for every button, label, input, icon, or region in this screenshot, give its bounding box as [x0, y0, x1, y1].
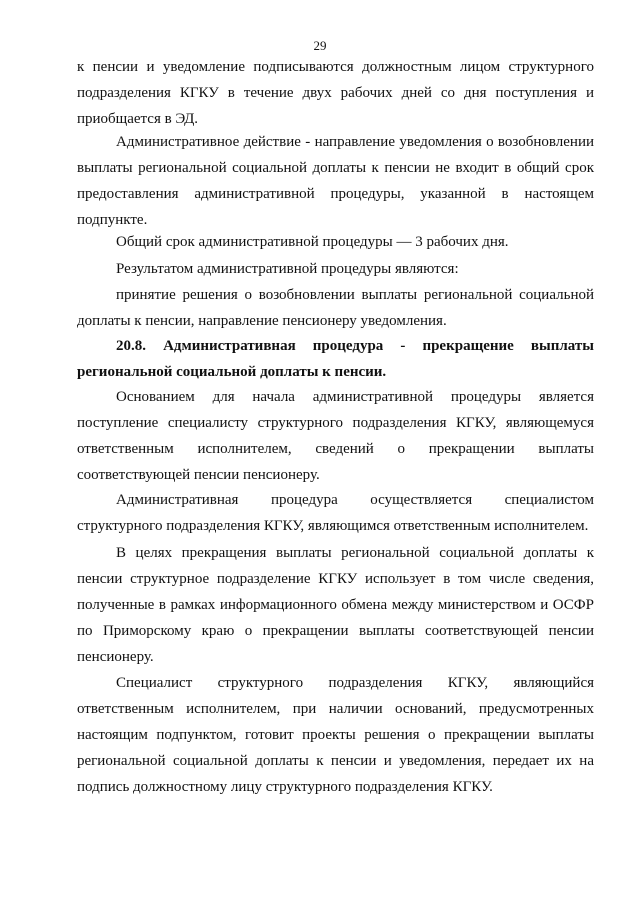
- section-heading-block: [77, 333, 594, 385]
- paragraph-continuation: [77, 54, 594, 132]
- section-heading-20-8: 20.8. Административная процедура - прекращение выплаты региональной социальной доплаты к пенсии.: [77, 338, 594, 380]
- paragraph-block-8: [77, 487, 594, 539]
- paragraph-5: принятие решения о возобновлении выплаты региональной социальной доплаты к пенсии, направление пенсионеру уведомления.: [77, 287, 594, 329]
- paragraph-9: В целях прекращения выплаты региональной социальной доплаты к пенсии структурное подразделение КГКУ использует в том числе сведения, полученные в рамках информационного обмена между министерством и ОСФР по Приморскому краю о прекращении выплаты соответствующей пенсии пенсионеру.: [77, 545, 594, 665]
- paragraph-3: Общий срок административной процедуры — 3 рабочих дня.: [116, 234, 509, 250]
- paragraph-block-7: [77, 384, 594, 488]
- paragraph-2: Административное действие - направление уведомления о возобновлении выплаты региональной социальной доплаты к пенсии не входит в общий срок предоставления административной процедуры, указанной в настоящем подпункте.: [77, 134, 594, 228]
- paragraph-7: Основанием для начала административной процедуры является поступление специалисту структурного подразделения КГКУ, являющемуся ответственным исполнителем, сведений о прекращении выплаты соответствующей пенсии пенсионеру.: [77, 389, 594, 483]
- paragraph-8: Административная процедура осуществляется специалистом структурного подразделения КГКУ, являющимся ответственным исполнителем.: [77, 492, 594, 534]
- paragraph-4: Результатом административной процедуры являются:: [116, 261, 459, 277]
- paragraph-block-3: [77, 229, 594, 255]
- paragraph-10: Специалист структурного подразделения КГКУ, являющийся ответственным исполнителем, при наличии оснований, предусмотренных настоящим подпунктом, готовит проекты решения о прекращении выплаты региональной социальной доплаты к пенсии и уведомления, передает их на подпись должностному лицу структурного подразделения КГКУ.: [77, 675, 594, 795]
- page-number: 29: [313, 38, 327, 53]
- paragraph-block-9: [77, 540, 594, 670]
- paragraph-block-2: [77, 129, 594, 233]
- paragraph-block-4: [77, 256, 594, 282]
- paragraph-1: к пенсии и уведомление подписываются должностным лицом структурного подразделения КГКУ в течение двух рабочих дней со дня поступления и приобщается в ЭД.: [77, 59, 594, 127]
- paragraph-block-10: [77, 670, 594, 800]
- paragraph-block-5: [77, 282, 594, 334]
